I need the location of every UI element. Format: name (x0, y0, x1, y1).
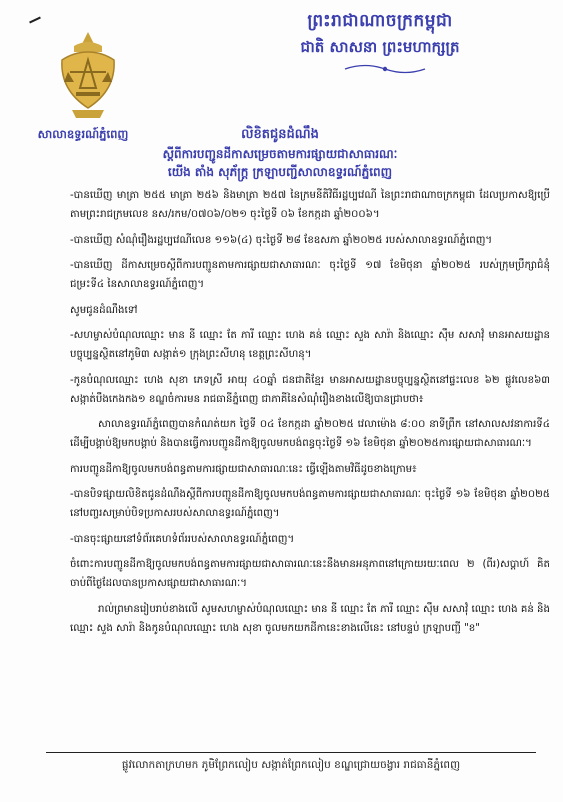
paragraph-debtor: -កូនបំណុលឈ្មោះ ហេង សុខា ភេទស្រី អាយុ ៤០ឆ្នាំ ជនជាតិខ្មែរ មានអាសយដ្ឋានបច្ចុប្បន្នស្ថិតនៅផ្ទះលេខ ៦២ ផ្លូវលេខ៦៣ សង្កាត់បឹងកេងកង១ ខណ្ឌចំការមន រាជធានីភ្នំពេញ ជាភាគីនៃសំណុំរឿងខាងលើឱ្យបានជ្រាបថា៖ (70, 374, 550, 405)
paragraph-conclusion: រាល់ព្រមានរៀបរាប់ខាងលើ សូមសហម្ចាស់បំណុលឈ្មោះ មាន នី ឈ្មោះ តែ ភារី ឈ្មោះ ស៊ឹម សសាវុំ ឈ្មោះ ហេង គន់ និងឈ្មោះ សួង សារ៉ា និងកូនបំណុលឈ្មោះ ហេង សុខា ចូលមកយកដីកានេះខាងលើនេះ នៅបន្ទប់ ក្រឡាបញ្ជី "ខ" (70, 603, 550, 634)
footer-divider (46, 752, 536, 753)
paragraph-hearing: សាលាឧទ្ធរណ៍ភ្នំពេញបានកំណត់យក ថ្ងៃទី ០៤ ខែកក្កដា ឆ្នាំ២០២៥ វេលាម៉ោង ៨:០០ នាទីព្រឹក នៅសាលសវនាការទី៤ ដើម្បីបង្គាប់ឱ្យមកបង្គាប់ និងបានធ្វើការបញ្ជូនដីកាឱ្យចូលមកបង់ពន្ធចុះថ្ងៃទី ១៦ ខែមិថុនា ឆ្នាំ២០២៥ការផ្សាយជាសាធារណៈ។ (70, 419, 550, 449)
paragraph-notify: សូមជូនដំណឹងទៅ (70, 304, 138, 316)
paragraph-decision: -បានឃើញ ដីកាសម្រេចស្តីពីការបញ្ជូនតាមការផ្សាយជាសាធារណៈ ចុះថ្ងៃទី ១៧ ខែមិថុនា ឆ្នាំ២០២៥ របស់ក្រុមប្រឹក្សាជំនុំជម្រះទី៤ នៃសាលាឧទ្ធរណ៍ភ្នំពេញ។ (70, 260, 550, 290)
paragraph-effect: ចំពោះការបញ្ជូនដីកាឱ្យចូលមកបង់ពន្ធតាមការផ្សាយជាសាធារណៈនេះនឹងមានអនុភាពនៅក្រោយរយៈពេល ២ (ពីរ)សប្តាហ៍ គិតចាប់ពីថ្ងៃដែលបានប្រកាសផ្សាយជាសាធារណៈ។ (70, 559, 550, 589)
paragraph-creditors: -សហម្ចាស់បំណុលឈ្មោះ មាន នី ឈ្មោះ តែ ភារី ឈ្មោះ ហេង គន់ ឈ្មោះ សួង សារ៉ា និងឈ្មោះ ស៊ឹម សសាវុំ មានអាសយដ្ឋានបច្ចុប្បន្នស្ថិតនៅភូមិ៣ សង្កាត់១ ក្រុងព្រះសីហនុ ខេត្តព្រះសីហនុ។ (70, 330, 550, 360)
corner-mark (29, 17, 41, 24)
ornament-divider-icon (340, 62, 430, 76)
document-subject: ស្តីពីការបញ្ជូនដីកាសម្រេចតាមការផ្សាយជាសាធារណៈ (162, 147, 398, 161)
kingdom-title: ព្រះរាជាណាចក្រកម្ពុជា (307, 11, 453, 31)
paragraph-legal-basis: -បានឃើញ មាត្រា ២៥៥ មាត្រា ២៥៦ និងមាត្រា ២៥៧ នៃក្រមនីតិវិធីរដ្ឋប្បវេណី នៃព្រះរាជាណាចក្រកម្ពុជា ដែលប្រកាសឱ្យប្រើតាមព្រះរាជក្រមលេខ នស/រកម/០៧០៦/០២១ ចុះថ្ងៃទី ០៦ ខែកក្កដា ឆ្នាំ២០០៦។ (70, 190, 550, 220)
court-name: សាលាឧទ្ធរណ៍ភ្នំពេញ (37, 127, 129, 141)
paragraph-website: -បានចុះផ្សាយនៅទំព័រគេហទំព័ររបស់សាលាឧទ្ធរណ៍ភ្នំពេញ។ (70, 533, 295, 545)
issuer-line: យើង តាំង សុភ័ក្ត្រ ក្រឡាបញ្ជីសាលាឧទ្ធរណ៍ភ្នំពេញ (167, 165, 393, 179)
court-emblem-icon (52, 30, 124, 122)
document-body (70, 186, 550, 644)
paragraph-case-file: -បានឃើញ សំណុំរឿងរដ្ឋប្បវេណីលេខ ១១៦(៤) ចុះថ្ងៃទី ២៨ ខែឧសភា ឆ្នាំ២០២៥ របស់សាលាឧទ្ធរណ៍ភ្នំពេញ។ (70, 234, 493, 246)
document-type: លិខិតជូនដំណឹង (241, 127, 319, 142)
paragraph-posting: -បានបិទផ្សាយលិខិតជូនដំណឹងស្តីពីការបញ្ជូនដីកាឱ្យចូលមកបង់ពន្ធតាមការផ្សាយជាសាធារណៈ ចុះថ្ងៃទី ១៦ ខែមិថុនា ឆ្នាំ២០២៥ នៅបញ្ចរសម្រាប់បិទប្រកាសរបស់សាលាឧទ្ធរណ៍ភ្នំពេញ។ (70, 489, 550, 519)
paragraph-method-intro: ការបញ្ជូនដីកាឱ្យចូលមកបង់ពន្ធតាមការផ្សាយជាសាធារណៈនេះ ធ្វើឡើងតាមវិធីដូចខាងក្រោម៖ (70, 463, 417, 475)
motto: ជាតិ សាសនា ព្រះមហាក្សត្រ (300, 38, 460, 56)
footer-address: ផ្លូវលោកតាក្រហមក ភូមិព្រែកលៀប សង្កាត់ព្រែកលៀប ខណ្ឌជ្រោយចង្វារ រាជធានីភ្នំពេញ (121, 759, 461, 771)
